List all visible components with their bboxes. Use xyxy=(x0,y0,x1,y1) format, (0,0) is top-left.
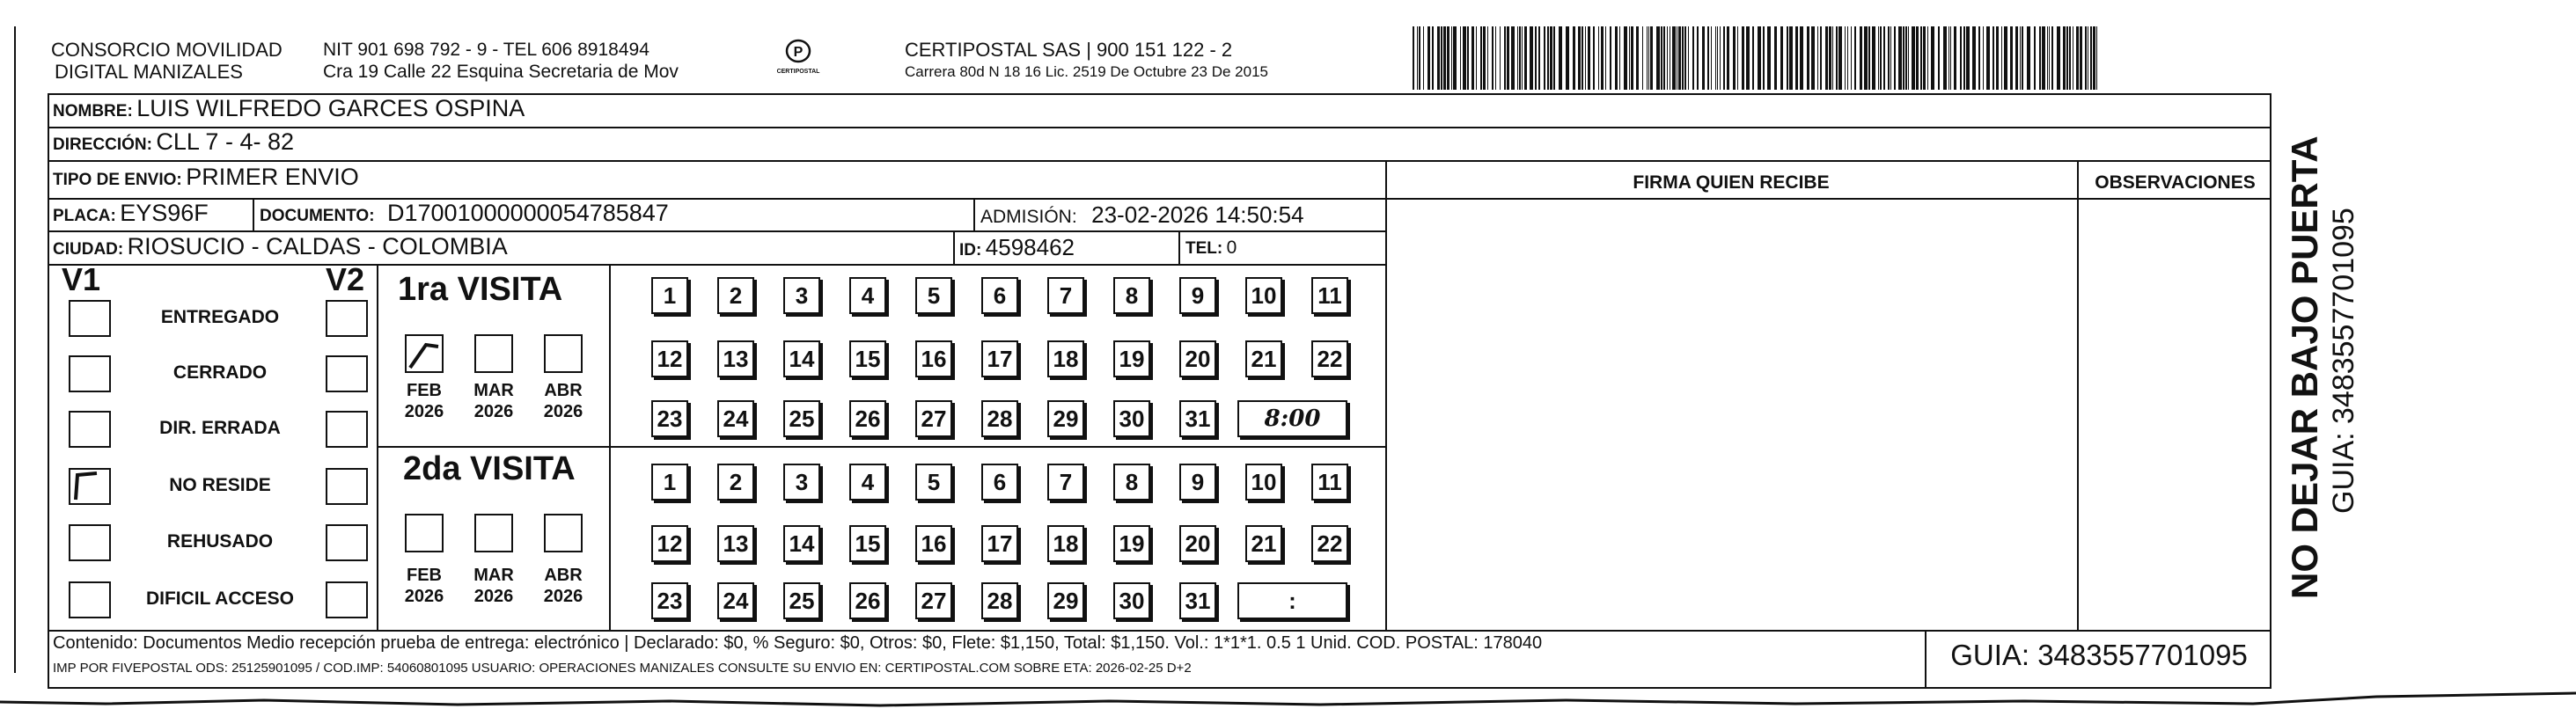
month-year: 2026 xyxy=(404,587,444,606)
ciudad-value: RIOSUCIO - CALDAS - COLOMBIA xyxy=(127,233,508,259)
day-box[interactable]: 17 xyxy=(981,340,1018,377)
day-box[interactable]: 7 xyxy=(1047,277,1084,314)
day-box[interactable]: 12 xyxy=(651,340,688,377)
v1-checkbox[interactable] xyxy=(69,468,111,505)
day-box[interactable]: 5 xyxy=(915,277,952,314)
day-box[interactable]: 18 xyxy=(1047,525,1084,562)
month-year: 2026 xyxy=(473,402,514,421)
month-checkbox[interactable] xyxy=(544,334,583,373)
day-box[interactable]: 27 xyxy=(915,582,952,619)
day-box[interactable]: 26 xyxy=(849,400,886,437)
documento-label: DOCUMENTO: xyxy=(260,207,375,225)
day-box[interactable]: 9 xyxy=(1179,277,1216,314)
signature-area[interactable] xyxy=(1387,200,2077,630)
day-box[interactable]: 17 xyxy=(981,525,1018,562)
day-box[interactable]: 4 xyxy=(849,464,886,501)
status-label: DIR. ERRADA xyxy=(159,418,281,438)
day-box[interactable]: 6 xyxy=(981,464,1018,501)
day-box[interactable]: 11 xyxy=(1311,277,1348,314)
v2-label: V2 xyxy=(326,261,365,297)
month-name: ABR xyxy=(544,381,583,400)
imp-line: IMP POR FIVEPOSTAL ODS: 25125901095 / COD.IMP: 54060801095 USUARIO: OPERACIONES MANIZALES CONSULTE SU ENVIO EN: CERTIPOSTAL.COM SOBRE ETA: 2026-02-25 D+2 xyxy=(53,661,1192,676)
day-box[interactable]: 16 xyxy=(915,340,952,377)
day-box[interactable]: 26 xyxy=(849,582,886,619)
barcode-image xyxy=(1411,26,2103,90)
nombre-value: LUIS WILFREDO GARCES OSPINA xyxy=(136,95,525,121)
day-box[interactable]: 29 xyxy=(1047,582,1084,619)
day-box[interactable]: 30 xyxy=(1113,582,1150,619)
month-year: 2026 xyxy=(404,402,444,421)
direccion-label: DIRECCIÓN: xyxy=(53,135,152,154)
day-box[interactable]: 4 xyxy=(849,277,886,314)
nombre-row xyxy=(53,95,525,122)
month-checkbox[interactable] xyxy=(405,514,444,552)
day-box[interactable]: 14 xyxy=(783,525,820,562)
id-value: 4598462 xyxy=(985,234,1075,260)
vertical-guia: GUIA: 3483557701095 xyxy=(2327,208,2360,514)
tel-label: TEL: xyxy=(1185,239,1223,258)
month-name: FEB xyxy=(407,566,442,585)
day-box[interactable]: 23 xyxy=(651,400,688,437)
day-box[interactable]: 3 xyxy=(783,464,820,501)
status-label: ENTREGADO xyxy=(160,307,280,327)
day-box[interactable]: 8 xyxy=(1113,277,1150,314)
ciudad-cell xyxy=(53,233,508,260)
day-box[interactable]: 2 xyxy=(717,277,754,314)
time-box[interactable]: 8:00 xyxy=(1237,400,1347,437)
day-box[interactable]: 25 xyxy=(783,582,820,619)
day-box[interactable]: 20 xyxy=(1179,525,1216,562)
day-box[interactable]: 20 xyxy=(1179,340,1216,377)
v1-checkbox[interactable] xyxy=(69,411,111,448)
month-name: ABR xyxy=(544,566,583,585)
svg-text:P: P xyxy=(793,45,804,60)
admision-label: ADMISIÓN: xyxy=(980,207,1077,227)
month-checkbox[interactable] xyxy=(405,334,444,373)
contenido-line: Contenido: Documentos Medio recepción prueba de entrega: electrónico | Declarado: $0, % Seguro: $0, Otros: $0, Flete: $1,150, Total: $1,150. Vol.: 1*1*1. 0.5 1 Unid. COD. POSTAL: 178040 xyxy=(53,633,1543,653)
day-box[interactable]: 10 xyxy=(1245,464,1282,501)
certipostal-logo xyxy=(767,37,829,79)
v2-checkbox[interactable] xyxy=(326,411,368,448)
tipo-envio-label: TIPO DE ENVIO: xyxy=(53,171,182,189)
v2-checkbox[interactable] xyxy=(326,524,368,561)
day-box[interactable]: 21 xyxy=(1245,340,1282,377)
v1-label: V1 xyxy=(62,261,101,297)
day-box[interactable]: 3 xyxy=(783,277,820,314)
day-box[interactable]: 10 xyxy=(1245,277,1282,314)
day-box[interactable]: 28 xyxy=(981,582,1018,619)
day-box[interactable]: 23 xyxy=(651,582,688,619)
month-name: MAR xyxy=(473,381,514,400)
day-box[interactable]: 27 xyxy=(915,400,952,437)
day-box[interactable]: 6 xyxy=(981,277,1018,314)
day-box[interactable]: 25 xyxy=(783,400,820,437)
day-box[interactable]: 22 xyxy=(1311,525,1348,562)
admision-cell xyxy=(980,201,1304,229)
status-label: NO RESIDE xyxy=(169,475,271,495)
v1-checkbox[interactable] xyxy=(69,581,111,618)
carrier-info xyxy=(905,39,1268,83)
ciudad-label: CIUDAD: xyxy=(53,240,124,259)
tipo-envio-row xyxy=(53,164,359,191)
tel-cell xyxy=(1185,238,1237,259)
month-name: MAR xyxy=(473,566,514,585)
month-year: 2026 xyxy=(543,587,583,606)
month-year: 2026 xyxy=(543,402,583,421)
nit-line: NIT 901 698 792 - 9 - TEL 606 8918494 xyxy=(323,40,650,60)
day-box[interactable]: 1 xyxy=(651,277,688,314)
barcode xyxy=(1411,26,2103,90)
day-box[interactable]: 28 xyxy=(981,400,1018,437)
firma-header: FIRMA QUIEN RECIBE xyxy=(1633,172,1830,193)
day-box[interactable]: 19 xyxy=(1113,340,1150,377)
month-checkbox[interactable] xyxy=(474,514,513,552)
guia-footer: GUIA: 3483557701095 xyxy=(1950,639,2248,671)
time-box[interactable]: : xyxy=(1237,582,1347,619)
v1-checkbox[interactable] xyxy=(69,355,111,392)
address-line: Cra 19 Calle 22 Esquina Secretaria de Mov xyxy=(323,62,679,82)
month-label xyxy=(396,380,452,422)
v2-checkbox[interactable] xyxy=(326,300,368,337)
day-box[interactable]: 11 xyxy=(1311,464,1348,501)
day-box[interactable]: 16 xyxy=(915,525,952,562)
day-box[interactable]: 22 xyxy=(1311,340,1348,377)
day-box[interactable]: 2 xyxy=(717,464,754,501)
day-box[interactable]: 29 xyxy=(1047,400,1084,437)
day-box[interactable]: 31 xyxy=(1179,582,1216,619)
left-edge-bracket xyxy=(14,26,16,673)
direccion-value: CLL 7 - 4- 82 xyxy=(156,128,294,155)
status-label: DIFICIL ACCESO xyxy=(145,588,294,609)
company-name xyxy=(51,39,283,83)
day-box[interactable]: 21 xyxy=(1245,525,1282,562)
observaciones-area[interactable] xyxy=(2079,200,2271,630)
id-label: ID: xyxy=(959,241,982,259)
day-box[interactable]: 31 xyxy=(1179,400,1216,437)
torn-edge xyxy=(0,677,2576,709)
company-name-line2: DIGITAL MANIZALES xyxy=(55,61,243,83)
placa-label: PLACA: xyxy=(53,207,116,225)
month-label xyxy=(466,380,522,422)
tel-value: 0 xyxy=(1226,238,1237,258)
month-year: 2026 xyxy=(473,587,514,606)
v2-checkbox[interactable] xyxy=(326,468,368,505)
day-box[interactable]: 24 xyxy=(717,582,754,619)
day-box[interactable]: 7 xyxy=(1047,464,1084,501)
month-checkbox[interactable] xyxy=(544,514,583,552)
placa-value: EYS96F xyxy=(120,200,209,226)
month-label xyxy=(535,380,591,422)
day-box[interactable]: 15 xyxy=(849,525,886,562)
day-box[interactable]: 13 xyxy=(717,340,754,377)
day-box[interactable]: 13 xyxy=(717,525,754,562)
day-box[interactable]: 8 xyxy=(1113,464,1150,501)
v1-checkbox[interactable] xyxy=(69,524,111,561)
id-cell xyxy=(959,234,1075,261)
day-box[interactable]: 12 xyxy=(651,525,688,562)
month-name: FEB xyxy=(407,381,442,400)
status-label: REHUSADO xyxy=(166,531,274,552)
day-box[interactable]: 30 xyxy=(1113,400,1150,437)
day-box[interactable]: 18 xyxy=(1047,340,1084,377)
placa-cell xyxy=(53,200,209,227)
company-name-line1: CONSORCIO MOVILIDAD xyxy=(51,39,283,61)
status-label: CERRADO xyxy=(172,362,268,383)
observaciones-header: OBSERVACIONES xyxy=(2095,172,2256,193)
day-box[interactable]: 24 xyxy=(717,400,754,437)
direccion-row xyxy=(53,128,294,156)
day-box[interactable]: 15 xyxy=(849,340,886,377)
documento-cell xyxy=(260,200,669,227)
logo-text: CERTIPOSTAL xyxy=(776,69,820,75)
day-box[interactable]: 14 xyxy=(783,340,820,377)
v2-checkbox[interactable] xyxy=(326,581,368,618)
month-checkbox[interactable] xyxy=(474,334,513,373)
day-box[interactable]: 9 xyxy=(1179,464,1216,501)
day-box[interactable]: 19 xyxy=(1113,525,1150,562)
tipo-envio-value: PRIMER ENVIO xyxy=(186,164,359,190)
month-label xyxy=(466,565,522,607)
day-box[interactable]: 5 xyxy=(915,464,952,501)
carrier-line1: CERTIPOSTAL SAS | 900 151 122 - 2 xyxy=(905,39,1233,61)
carrier-line2: Carrera 80d N 18 16 Lic. 2519 De Octubre 23 De 2015 xyxy=(905,63,1268,80)
admision-value: 23-02-2026 14:50:54 xyxy=(1091,201,1304,228)
v1-checkbox[interactable] xyxy=(69,300,111,337)
documento-value: D17001000000054785847 xyxy=(387,200,669,226)
day-box[interactable]: 1 xyxy=(651,464,688,501)
month-label xyxy=(396,565,452,607)
second-visit-title: 2da VISITA xyxy=(403,450,576,487)
nombre-label: NOMBRE: xyxy=(53,102,133,121)
company-info xyxy=(323,39,679,83)
month-label xyxy=(535,565,591,607)
vertical-warning: NO DEJAR BAJO PUERTA xyxy=(2284,135,2325,599)
v2-checkbox[interactable] xyxy=(326,355,368,392)
first-visit-title: 1ra VISITA xyxy=(398,271,563,308)
